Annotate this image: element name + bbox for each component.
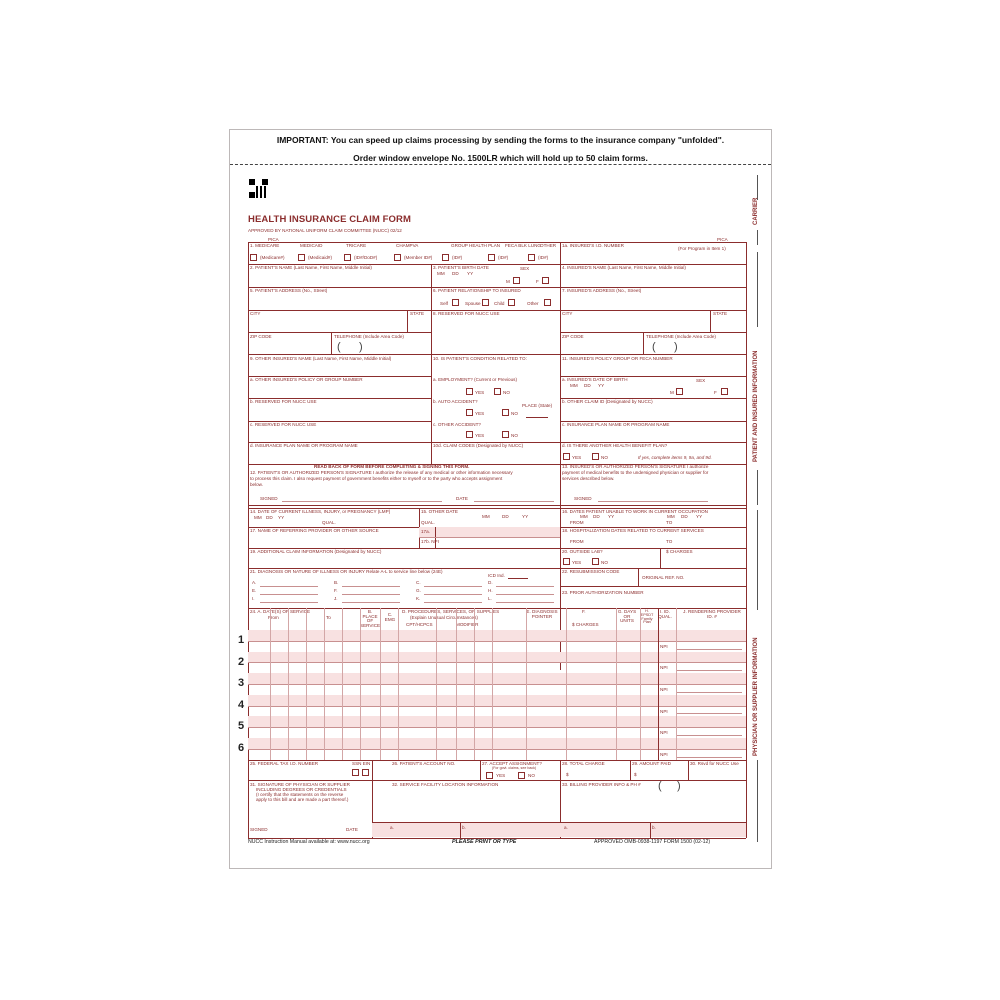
box22-label[interactable]: 22. RESUBMISSION CODE	[562, 569, 620, 574]
pica-left: PICA	[268, 237, 279, 242]
checkbox-insured-female[interactable]	[721, 388, 728, 395]
diagnosis-field[interactable]	[342, 602, 400, 603]
rendering-provider-field[interactable]	[676, 757, 742, 758]
service-grid-column	[288, 608, 289, 760]
box25-label[interactable]: 25. FEDERAL TAX I.D. NUMBER	[250, 761, 319, 766]
diagnosis-letter: C.	[416, 580, 421, 585]
checkbox-other-accident-yes[interactable]	[466, 431, 473, 438]
footer-print-or-type: PLEASE PRINT OR TYPE	[452, 839, 517, 845]
checkbox-auto-yes[interactable]	[466, 409, 473, 416]
checkbox-rel-other[interactable]	[544, 299, 551, 306]
service-line-shaded-row[interactable]	[248, 716, 746, 727]
rendering-provider-field[interactable]	[676, 670, 742, 671]
box15-label[interactable]: 15. OTHER DATE	[421, 509, 458, 514]
checkbox-ein[interactable]	[362, 769, 369, 776]
checkbox-tricare[interactable]	[344, 254, 351, 261]
service-grid-column	[456, 608, 457, 760]
diagnosis-letter: H.	[488, 588, 493, 593]
service-line-divider	[248, 706, 746, 707]
service-grid-column	[324, 608, 325, 760]
box33a-npi[interactable]: a.	[564, 825, 568, 830]
service-line-npi: NPI	[660, 687, 668, 692]
box32a-npi[interactable]: a.	[390, 825, 394, 830]
box24d-label: D. PROCEDURES, SERVICES, OR SUPPLIES	[402, 609, 500, 614]
box13-text-1: 13. INSURED'S OR AUTHORIZED PERSON'S SIGNATURE I authorize	[562, 464, 709, 469]
service-grid-column	[306, 608, 307, 760]
checkbox-accept-yes[interactable]	[486, 772, 493, 779]
diagnosis-letter: B.	[334, 580, 339, 585]
service-line-shaded-row[interactable]	[248, 673, 746, 684]
service-line-number: 2	[238, 655, 245, 668]
service-line-number: 5	[238, 720, 245, 733]
checkbox-rel-self[interactable]	[452, 299, 459, 306]
service-line-divider	[248, 684, 746, 685]
service-grid-column	[380, 608, 381, 760]
box10-label: 10. IS PATIENT'S CONDITION RELATED TO:	[433, 356, 527, 361]
box12-date[interactable]: DATE	[456, 496, 468, 501]
service-line-npi: NPI	[660, 730, 668, 736]
diagnosis-letter: F.	[334, 588, 338, 593]
checkbox-other-accident-no[interactable]	[502, 431, 509, 438]
service-grid-column	[474, 608, 475, 760]
checkbox-patient-male[interactable]	[513, 277, 520, 284]
checkbox-patient-female[interactable]	[542, 277, 549, 284]
diagnosis-letter: E.	[252, 588, 257, 593]
insured-phone-area[interactable]: ( )	[652, 341, 678, 353]
diagnosis-field[interactable]	[496, 602, 554, 603]
box24j-label: J. RENDERING PROVIDER ID. #	[683, 609, 741, 619]
box17a-label[interactable]: 17a.	[421, 529, 430, 534]
box1-medicare: 1. MEDICARE	[250, 243, 280, 248]
rendering-provider-field[interactable]	[676, 649, 742, 650]
checkbox-rel-spouse[interactable]	[482, 299, 489, 306]
checkbox-outside-lab-yes[interactable]	[563, 558, 570, 565]
service-grid-column	[658, 608, 659, 760]
diagnosis-letter: A.	[252, 580, 257, 585]
service-line-npi: NPI	[660, 708, 668, 714]
qr-code-icon	[248, 178, 269, 199]
box28-label[interactable]: 28. TOTAL CHARGE	[562, 761, 605, 766]
service-grid-column	[616, 608, 617, 760]
box20-label: 20. OUTSIDE LAB?	[562, 549, 603, 554]
box12-signed[interactable]: SIGNED	[260, 496, 278, 501]
box32-label[interactable]: 32. SERVICE FACILITY LOCATION INFORMATION	[392, 782, 499, 787]
box31-signed[interactable]: SIGNED	[250, 827, 268, 832]
box10c-label: c. OTHER ACCIDENT?	[433, 422, 481, 427]
diagnosis-letter: D.	[488, 580, 493, 585]
box24b-label: B. PLACE OF SERVICE	[360, 609, 381, 628]
diagnosis-field[interactable]	[496, 594, 554, 595]
service-line-divider	[248, 641, 746, 642]
box13-signed[interactable]: SIGNED	[574, 496, 592, 501]
box24h-label: H. EPSDT Family Plan	[640, 609, 654, 625]
box6-label: 6. PATIENT RELATIONSHIP TO INSURED	[433, 288, 521, 293]
service-line-number: 6	[238, 742, 245, 754]
claim-form-sheet: IMPORTANT: You can speed up claims processing by sending the forms to the insurance company "unfolded". Order window envelope No. 1500LR which will hold up to 50 claim forms. HEALTH INSURANCE CLAIM FORM APPROVED BY NATIONAL UNIFORM CLAIM COMMITTEE (NUCC) 02/12 CARRIER PATIENT AND INSURED INFORMATION PHYSICIAN OR SUPPLIER INFORMATION PICA PICA 1. MEDICARE MEDICAID TRICARE CHAMPVA GROUP HEALTH PLAN FECA BLK LUNG OTHER (Medicare#) (Medicaid#) (ID#/DoD#) (Member ID#) (ID#) (ID#) (ID#) 1a. INSURED'S I.D. NUMBER (For Program in Item 1) 2. PATIENT'S NAME (Last Name, First Name, Middle Initial) 3. PATIENT'S BIRTH DATE SEX MM DD YY M F 4. INSURED'S NAME (Last Name, First Name, Middle Initial) 5. PATIENT'S ADDRESS (No., Street) 6. PATIENT RELATIONSHIP TO INSURED Self Spouse Child Other 7. INSURED'S ADDRESS (No., Street) CITY STATE 8. RESERVED FOR NUCC USE CITY STATE ZIP CODE TELEPHONE (Include Area Code) ( ) ZIP CODE TELEPHONE (Include Area Code) ( ) 9. OTHER INSURED'S NAME (Last Name, First Name, Middle Initial) 10. IS PATIENT'S CONDITION RELATED TO: 11. INSURED'S POLICY GROUP OR FECA NUMBER a. OTHER INSURED'S POLICY OR GROUP NUMBER a. EMPLOYMENT? (Current or Previous) YES NO a. INSURED'S DATE OF BIRTH SEX MM DD YY M F b. RESERVED FOR NUCC USE b. AUTO ACCIDENT? PLACE (State) YES NO b. OTHER CLAIM ID (Designated by NUCC) c. RESERVED FOR NUCC USE c. OTHER ACCIDENT? YES NO c. INSURANCE PLAN NAME OR PROGRAM NAME d. INSURANCE PLAN NAME OR PROGRAM NAME 10d. CLAIM CODES (Designated by NUCC) d. IS THERE ANOTHER HEALTH BENEFIT PLAN? YES NO If yes, complete items 9, 9a, and 9d. READ BACK OF FORM BEFORE COMPLETING & SIGNING THIS FORM. 12. PATIENT'S OR AUTHORIZED PERSON'S SIGNATURE I authorize the release of any medical or other information necessary to process this claim. I also request payment of government benefits either to myself or to the party who accepts assignment below. 13. INSURED'S OR AUTHORIZED PERSON'S SIGNATURE I authorize payment of medical benefits to the undersigned physician or supplier for services described below. SIGNED DATE SIGNED 14. DATE OF CURRENT ILLNESS, INJURY, or PREGNANCY (LMP) MM DD YY QUAL. 15. OTHER DATE QUAL. MM DD YY 16. DATES PATIENT UNABLE TO WORK IN CURRENT OCCUPATION MM DD YY MM DD YY FROM TO 17. NAME OF REFERRING PROVIDER OR OTHER SOURCE 17a. 17b. NPI 18. HOSPITALIZATION DATES RELATED TO CURRENT SERVICES FROM TO 19. ADDITIONAL CLAIM INFORMATION (Designated by NUCC) 20. OUTSIDE LAB? $ CHARGES YES NO 21. DIAGNOSIS OR NATURE OF ILLNESS OR INJURY Relate A-L to service line below (24E) ICD Ind. A. B. C. D. E. F. G. H. I. J. K. L. 22. RESUBMISSION CODE ORIGINAL REF. NO. 23. PRIOR AUTHORIZATION NUMBER 24. A. DATE(S) OF SERVICE From To B. PLACE OF SERVICE C. EMG D. PROCEDURES, SERVICES, OR SUPPLIES (Explain Unusual Circumstances) CPT/HCPCS MODIFIER E. DIAGNOSIS POINTER F. $ CHARGES G. DAYS OR UNITS H. EPSDT Family Plan I. ID. QUAL. J. RENDERING PROVIDER ID. # 1 NPI 2 NPI 3 NPI 4 NPI 5 NPI 6 NPI 25. FEDERAL TAX I.D. NUMBER SSN EIN 26. PATIENT'S ACCOUNT NO. 27. ACCEPT ASSIGNMENT? (For govt. claims, see back) YES NO 28. TOTAL CHARGE $ 29. AMOUNT PAID $ 30. Rsvd for NUCC Use 31. SIGNATURE OF PHYSICIAN OR SUPPLIER INCLUDING DEGREES OR CREDENTIALS (I certify that the statements on the reverse apply to this bill and are made a part thereof.) SIGNED DATE 32. SERVICE FACILITY LOCATION INFORMATION 33. BILLING PROVIDER INFO & PH # ( ) a. b. a. b. NUCC Instruction Manual available at: www.nucc.org PLEASE PRINT OR TYPE APPROVED OMB-0938-1197 FORM 1500 (02-12)	[229, 129, 772, 869]
service-grid-column	[676, 608, 677, 760]
diagnosis-field[interactable]	[342, 586, 400, 587]
service-line-divider	[248, 662, 746, 663]
box16-label[interactable]: 16. DATES PATIENT UNABLE TO WORK IN CURRENT OCCUPATION	[562, 509, 708, 514]
checkbox-other-plan-no[interactable]	[592, 453, 599, 460]
box11a-label[interactable]: a. INSURED'S DATE OF BIRTH	[562, 377, 628, 382]
checkbox-insured-male[interactable]	[676, 388, 683, 395]
side-label-carrier: CARRIER	[753, 197, 759, 225]
patient-phone-area[interactable]: ( )	[337, 341, 363, 353]
box11-label[interactable]: 11. INSURED'S POLICY GROUP OR FECA NUMBER	[562, 356, 673, 361]
box24e-label: E. DIAGNOSIS POINTER	[526, 609, 558, 619]
footer-nucc: NUCC Instruction Manual available at: www.nucc.org	[248, 839, 370, 845]
checkbox-auto-no[interactable]	[502, 409, 509, 416]
checkbox-other[interactable]	[528, 254, 535, 261]
box17b-label[interactable]: 17b. NPI	[421, 539, 439, 544]
checkbox-medicaid[interactable]	[298, 254, 305, 261]
box29-label[interactable]: 29. AMOUNT PAID	[632, 761, 671, 766]
service-grid-column	[566, 608, 567, 760]
box23-label[interactable]: 23. PRIOR AUTHORIZATION NUMBER	[562, 590, 644, 595]
carrier-bracket-top	[757, 175, 758, 200]
box24i-label: I. ID. QUAL.	[658, 609, 672, 619]
checkbox-ssn[interactable]	[352, 769, 359, 776]
box33b[interactable]: b.	[652, 825, 656, 830]
box33-label[interactable]: 33. BILLING PROVIDER INFO & PH #	[562, 782, 641, 787]
checkbox-employment-no[interactable]	[494, 388, 501, 395]
box9a-label[interactable]: a. OTHER INSURED'S POLICY OR GROUP NUMBER	[250, 377, 363, 382]
box21-label: 21. DIAGNOSIS OR NATURE OF ILLNESS OR INJURY Relate A-L to service line below (24E)	[250, 569, 443, 574]
box9-label[interactable]: 9. OTHER INSURED'S NAME (Last Name, First Name, Middle Initial)	[250, 356, 392, 361]
box27-label: 27. ACCEPT ASSIGNMENT?	[482, 761, 542, 766]
service-line-number: 3	[238, 677, 245, 690]
box10b-label: b. AUTO ACCIDENT?	[433, 399, 478, 404]
service-grid-column	[398, 608, 399, 760]
physician-bracket-top	[757, 510, 758, 610]
service-line-shaded-row[interactable]	[248, 652, 746, 663]
box26-label[interactable]: 26. PATIENT'S ACCOUNT NO.	[392, 761, 456, 766]
box11b-label[interactable]: b. OTHER CLAIM ID (Designated by NUCC)	[562, 399, 653, 404]
read-back-notice: READ BACK OF FORM BEFORE COMPLETING & SIGNING THIS FORM.	[314, 464, 470, 469]
service-line-shaded-row[interactable]	[248, 630, 746, 641]
box1a-label[interactable]: 1a. INSURED'S I.D. NUMBER	[562, 243, 624, 248]
checkbox-accept-no[interactable]	[518, 772, 525, 779]
billing-phone-area[interactable]: ( )	[658, 780, 681, 792]
diagnosis-field[interactable]	[424, 594, 482, 595]
icd-indicator-field[interactable]	[508, 578, 528, 579]
checkbox-outside-lab-no[interactable]	[592, 558, 599, 565]
diagnosis-field[interactable]	[342, 594, 400, 595]
box24a-label: 24. A. DATE(S) OF SERVICE	[250, 609, 311, 614]
patient-bracket-top	[757, 252, 758, 327]
service-line-number: 1	[238, 634, 245, 646]
service-line-number: 4	[238, 698, 245, 711]
checkbox-rel-child[interactable]	[508, 299, 515, 306]
rendering-provider-field[interactable]	[676, 692, 742, 693]
box4-label[interactable]: 4. INSURED'S NAME (Last Name, First Name, Middle Initial)	[562, 265, 686, 270]
diagnosis-letter: J.	[334, 596, 338, 601]
diagnosis-letter: L.	[488, 596, 492, 601]
diagnosis-field[interactable]	[424, 602, 482, 603]
box18-label[interactable]: 18. HOSPITALIZATION DATES RELATED TO CURRENT SERVICES	[562, 528, 704, 533]
insured-telephone[interactable]: TELEPHONE (Include Area Code)	[646, 334, 716, 339]
diagnosis-field[interactable]	[260, 602, 318, 603]
patient-telephone[interactable]: TELEPHONE (Include Area Code)	[334, 334, 404, 339]
box2-label[interactable]: 2. PATIENT'S NAME (Last Name, First Name, Middle Initial)	[250, 265, 372, 270]
box10d-label[interactable]: 10d. CLAIM CODES (Designated by NUCC)	[433, 443, 524, 448]
envelope-notice: Order window envelope No. 1500LR which will hold up to 50 claim forms.	[353, 153, 648, 163]
box24c-label: C. EMG	[384, 612, 396, 622]
perforation-line	[230, 164, 771, 165]
box24g-label: G. DAYS OR UNITS	[617, 609, 637, 624]
box31-date[interactable]: DATE	[346, 827, 358, 832]
box9b-label: b. RESERVED FOR NUCC USE	[250, 399, 317, 404]
service-grid-column	[436, 608, 437, 760]
box24f-label: F.	[582, 609, 586, 614]
service-line-npi: NPI	[660, 665, 668, 671]
service-grid-column	[492, 608, 493, 760]
approved-by: APPROVED BY NATIONAL UNIFORM CLAIM COMMITTEE (NUCC) 02/12	[248, 228, 402, 233]
diagnosis-field[interactable]	[424, 586, 482, 587]
box9d-label[interactable]: d. INSURANCE PLAN NAME OR PROGRAM NAME	[250, 443, 358, 448]
side-label-patient: PATIENT AND INSURED INFORMATION	[753, 350, 759, 462]
patient-zip[interactable]: ZIP CODE	[250, 334, 272, 339]
service-grid-column	[640, 608, 641, 760]
box11c-label[interactable]: c. INSURANCE PLAN NAME OR PROGRAM NAME	[562, 422, 670, 427]
box17-label[interactable]: 17. NAME OF REFERRING PROVIDER OR OTHER SOURCE	[250, 528, 379, 533]
box9c-label: c. RESERVED FOR NUCC USE	[250, 422, 317, 427]
checkbox-medicare[interactable]	[250, 254, 257, 261]
insured-city[interactable]: CITY	[562, 311, 573, 316]
checkbox-group-health[interactable]	[442, 254, 449, 261]
insured-state[interactable]: STATE	[713, 311, 728, 316]
service-line-divider	[248, 727, 746, 728]
physician-bracket-bottom	[757, 760, 758, 842]
diagnosis-letter: I.	[252, 596, 255, 601]
service-line-npi: NPI	[660, 643, 668, 649]
service-grid-column	[270, 608, 271, 760]
service-line-shaded-row[interactable]	[248, 695, 746, 706]
pica-right: PICA	[717, 237, 728, 242]
box8-label: 8. RESERVED FOR NUCC USE	[433, 311, 500, 316]
checkbox-other-plan-yes[interactable]	[563, 453, 570, 460]
diagnosis-field[interactable]	[260, 586, 318, 587]
diagnosis-letter: K.	[416, 596, 421, 601]
patient-state[interactable]: STATE	[410, 311, 425, 316]
diagnosis-letter: G.	[416, 588, 421, 593]
patient-city[interactable]: CITY	[250, 311, 261, 316]
patient-bracket-bottom	[757, 470, 758, 505]
box32b[interactable]: b.	[462, 825, 466, 830]
carrier-bracket-bottom	[757, 230, 758, 245]
checkbox-champva[interactable]	[394, 254, 401, 261]
box7-label[interactable]: 7. INSURED'S ADDRESS (No., Street)	[562, 288, 642, 293]
rendering-provider-field[interactable]	[676, 735, 742, 736]
service-line-divider	[248, 749, 746, 750]
diagnosis-field[interactable]	[496, 586, 554, 587]
box11d-label: d. IS THERE ANOTHER HEALTH BENEFIT PLAN?	[562, 443, 668, 448]
side-label-physician: PHYSICIAN OR SUPPLIER INFORMATION	[753, 637, 759, 756]
rendering-provider-field[interactable]	[676, 713, 742, 714]
service-grid-column	[342, 608, 343, 760]
box10a-label: a. EMPLOYMENT? (Current or Previous)	[433, 377, 517, 382]
box12-text-1: 12. PATIENT'S OR AUTHORIZED PERSON'S SIGNATURE I authorize the release of any medical or other information necessary	[250, 470, 513, 475]
service-grid-column	[360, 608, 361, 760]
box3-label[interactable]: 3. PATIENT'S BIRTH DATE	[433, 265, 489, 270]
important-notice: IMPORTANT: You can speed up claims processing by sending the forms to the insurance company "unfolded".	[276, 135, 725, 145]
diagnosis-field[interactable]	[260, 594, 318, 595]
auto-state-field[interactable]	[526, 417, 548, 418]
service-line-shaded-row[interactable]	[248, 738, 746, 749]
service-grid-column	[526, 608, 527, 760]
service-line-npi: NPI	[660, 751, 668, 757]
form-title: HEALTH INSURANCE CLAIM FORM	[248, 214, 411, 225]
box30-label: 30. Rsvd for NUCC Use	[690, 761, 739, 766]
checkbox-employment-yes[interactable]	[466, 388, 473, 395]
box5-label[interactable]: 5. PATIENT'S ADDRESS (No., Street)	[250, 288, 328, 293]
box31-label: 31. SIGNATURE OF PHYSICIAN OR SUPPLIER	[250, 782, 350, 787]
box19-label[interactable]: 19. ADDITIONAL CLAIM INFORMATION (Designated by NUCC)	[250, 549, 382, 554]
insured-zip[interactable]: ZIP CODE	[562, 334, 584, 339]
footer-approved: APPROVED OMB-0938-1197 FORM 1500 (02-12)	[594, 839, 711, 845]
box14-label[interactable]: 14. DATE OF CURRENT ILLNESS, INJURY, or PREGNANCY (LMP)	[250, 509, 391, 514]
checkbox-feca[interactable]	[488, 254, 495, 261]
